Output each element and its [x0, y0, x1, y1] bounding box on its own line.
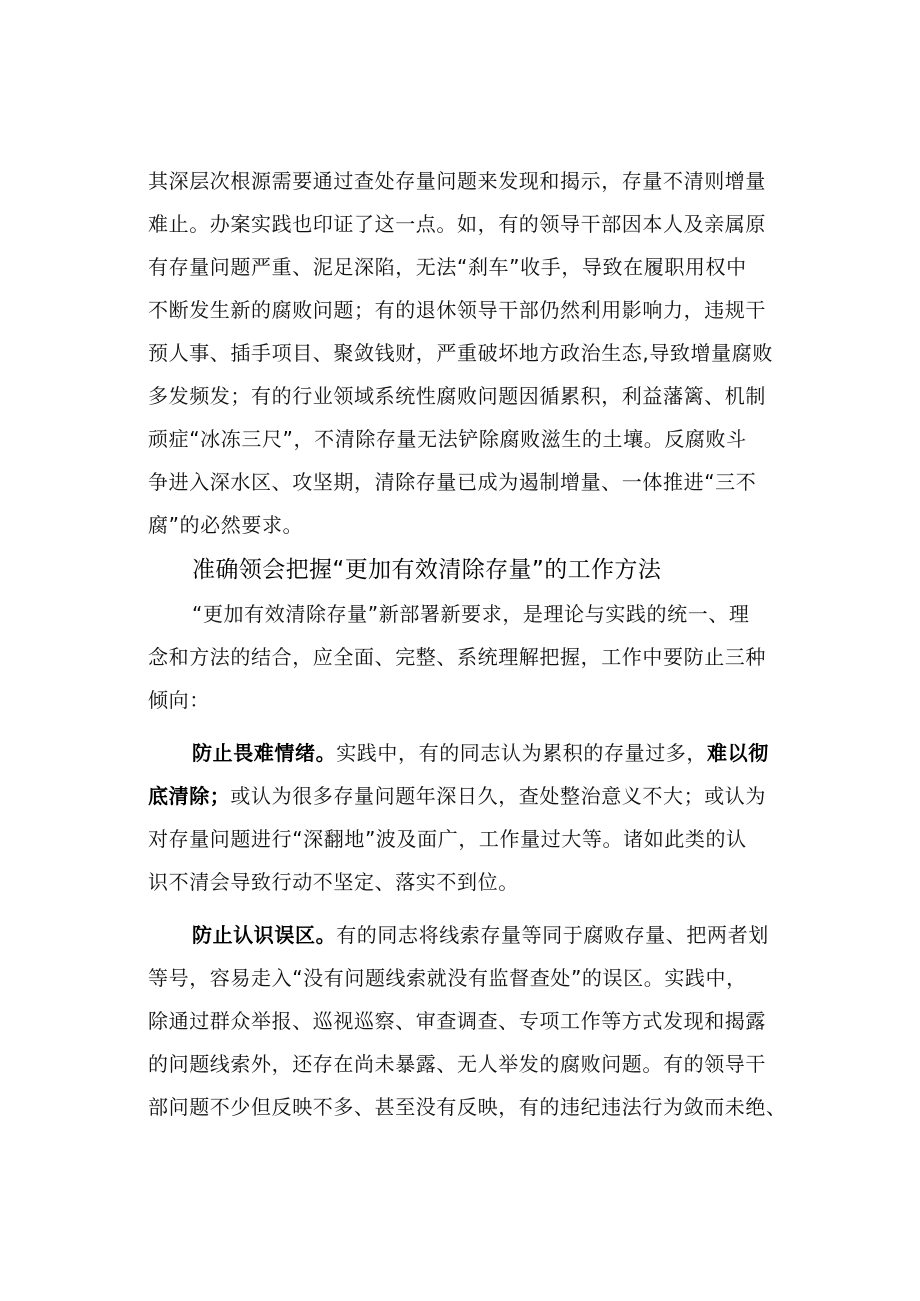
paragraph-3 [148, 732, 828, 904]
paragraph-line: 顽症“冰冻三尺”，不清除存量无法铲除腐败滋生的土壤。反腐败斗 [148, 427, 747, 451]
paragraph-text: 或认为很多存量问题年深日久，查处整治意义不大；或认为 [230, 784, 767, 808]
paragraph-line: 倾向： [148, 688, 210, 712]
paragraph-4 [148, 914, 828, 1129]
paragraph-line: 识不清会导致行动不坚定、落实不到位。 [148, 870, 519, 894]
paragraph-line: 部问题不少但反映不多、甚至没有反映，有的违纪违法行为敛而未绝、 [148, 1095, 787, 1119]
paragraph-line: “更加有效清除存量”新部署新要求，是理论与实践的统一、理 [192, 602, 750, 626]
paragraph-line [148, 775, 828, 818]
paragraph-line: 除通过群众举报、巡视巡察、审查调查、专项工作等方式发现和揭露 [148, 1009, 766, 1033]
emphasis-text: 底清除； [148, 784, 231, 808]
paragraph-line: 不断发生新的腐败问题；有的退休领导干部仍然利用影响力，违规干 [148, 298, 766, 322]
paragraph-line: 腐”的必然要求。 [148, 513, 304, 537]
paragraph-text: 有的同志将线索存量等同于腐败存量、把两者划 [336, 923, 769, 947]
paragraph-line: 等号，容易走入“没有问题线索就没有监督查处”的误区。实践中， [148, 966, 747, 990]
document-body [148, 160, 828, 1129]
paragraph-line: 难止。办案实践也印证了这一点。如，有的领导干部因本人及亲属原 [148, 212, 766, 236]
section-heading: 准确领会把握“更加有效清除存量”的工作方法 [192, 557, 662, 583]
paragraph-line: 多发频发；有的行业领域系统性腐败问题因循累积，利益藩篱、机制 [148, 384, 766, 408]
paragraph-text: 实践中，有的同志认为累积的存量过多， [336, 741, 708, 765]
paragraph-line: 其深层次根源需要通过查处存量问题来发现和揭示，存量不清则增量 [148, 169, 766, 193]
paragraph-line: 对存量问题进行“深翻地”波及面广，工作量过大等。诸如此类的认 [148, 827, 747, 851]
paragraph-line: 念和方法的结合，应全面、完整、系统理解把握，工作中要防止三种 [148, 645, 766, 669]
emphasis-text: 难以彻 [707, 741, 769, 765]
paragraph-line [148, 732, 828, 775]
paragraph-line: 有存量问题严重、泥足深陷，无法“刹车”收手，导致在履职用权中 [148, 255, 747, 279]
paragraph-lead: 防止认识误区。 [192, 923, 337, 947]
paragraph-line: 预人事、插手项目、聚敛钱财，严重破坏地方政治生态,导致增量腐败 [148, 341, 773, 365]
paragraph-lead: 防止畏难情绪。 [192, 741, 337, 765]
paragraph-1 [148, 160, 828, 547]
paragraph-2 [148, 593, 828, 722]
paragraph-line: 争进入深水区、攻坚期，清除存量已成为遏制增量、一体推进“三不 [148, 470, 757, 494]
paragraph-line: 的问题线索外，还存在尚未暴露、无人举发的腐败问题。有的领导干 [148, 1052, 766, 1076]
paragraph-line [148, 914, 828, 957]
